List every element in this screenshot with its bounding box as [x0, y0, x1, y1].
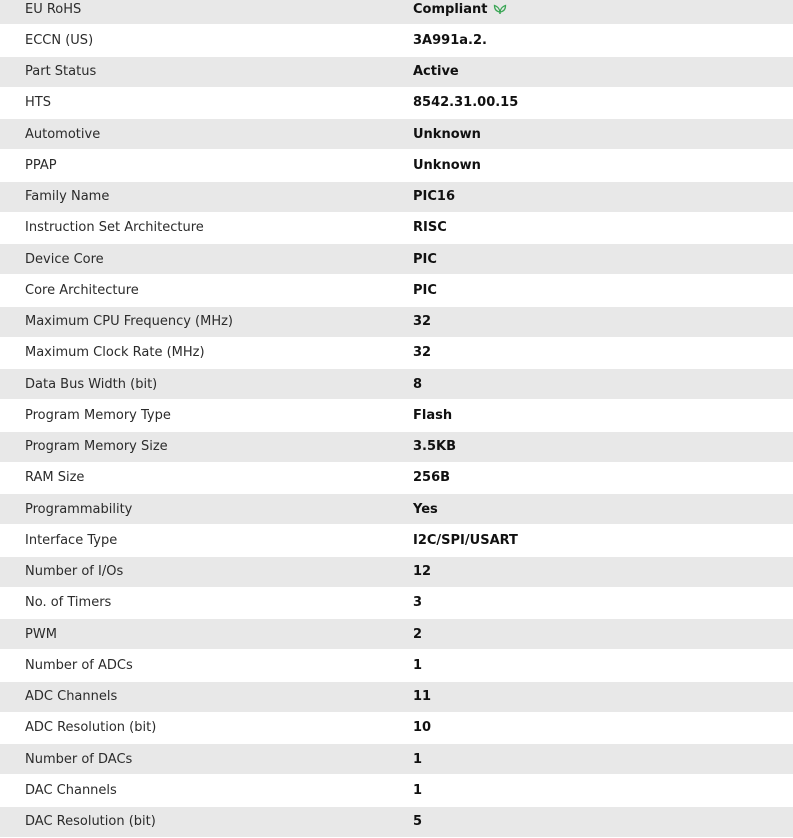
spec-value-text: PIC — [413, 251, 437, 267]
spec-label: No. of Timers — [25, 595, 112, 611]
table-row — [0, 494, 793, 525]
table-row — [0, 119, 793, 150]
table-row — [0, 619, 793, 650]
table-row — [0, 400, 793, 431]
spec-value — [413, 814, 793, 829]
spec-value — [413, 564, 793, 579]
spec-value — [413, 220, 793, 235]
spec-value-text: RISC — [413, 220, 447, 236]
spec-value-text: 256B — [413, 470, 451, 486]
spec-value-text: 12 — [413, 564, 432, 580]
spec-value — [413, 752, 793, 767]
spec-label: Device Core — [25, 251, 104, 267]
spec-value — [413, 252, 793, 267]
spec-value-text: 3 — [413, 595, 423, 611]
spec-value-text: 8 — [413, 376, 423, 392]
spec-label: Program Memory Size — [25, 439, 168, 455]
spec-value-text: Unknown — [413, 157, 481, 173]
spec-value — [413, 33, 793, 48]
spec-value-text: Compliant — [413, 1, 488, 17]
spec-label: Number of I/Os — [25, 564, 124, 580]
table-row — [0, 244, 793, 275]
spec-value — [413, 283, 793, 298]
table-row — [0, 307, 793, 338]
table-row — [0, 88, 793, 119]
table-row — [0, 807, 793, 838]
table-row — [0, 150, 793, 181]
spec-value — [413, 158, 793, 173]
spec-label: ECCN (US) — [25, 32, 94, 48]
spec-value — [413, 595, 793, 610]
spec-value — [413, 2, 793, 17]
table-row — [0, 275, 793, 306]
spec-label: PPAP — [25, 157, 57, 173]
spec-value — [413, 720, 793, 735]
table-row — [0, 213, 793, 244]
spec-value — [413, 658, 793, 673]
spec-label: Number of DACs — [25, 751, 133, 767]
spec-value-text: Flash — [413, 407, 453, 423]
spec-value-text: 3.5KB — [413, 439, 457, 455]
spec-value-text: I2C/SPI/USART — [413, 532, 518, 548]
table-row — [0, 775, 793, 806]
table-row — [0, 0, 793, 25]
spec-value — [413, 783, 793, 798]
spec-label: Family Name — [25, 189, 110, 205]
spec-value — [413, 189, 793, 204]
table-row — [0, 432, 793, 463]
spec-value — [413, 345, 793, 360]
spec-label: Maximum CPU Frequency (MHz) — [25, 314, 233, 330]
spec-value-text: 11 — [413, 689, 432, 705]
table-row — [0, 182, 793, 213]
spec-label: Maximum Clock Rate (MHz) — [25, 345, 205, 361]
leaf-icon — [493, 3, 507, 15]
spec-value-text: 5 — [413, 814, 423, 830]
table-row — [0, 713, 793, 744]
spec-value-text: 1 — [413, 657, 423, 673]
spec-value — [413, 127, 793, 142]
table-row — [0, 557, 793, 588]
spec-label: PWM — [25, 626, 57, 642]
spec-label: Program Memory Type — [25, 407, 171, 423]
spec-value-text: 1 — [413, 782, 423, 798]
spec-value-text: 32 — [413, 345, 432, 361]
spec-label: Part Status — [25, 64, 97, 80]
table-row — [0, 25, 793, 56]
table-row — [0, 463, 793, 494]
spec-value-text: 32 — [413, 314, 432, 330]
spec-label: Interface Type — [25, 532, 118, 548]
spec-label: ADC Channels — [25, 689, 118, 705]
spec-value-text: 8542.31.00.15 — [413, 95, 519, 111]
spec-value — [413, 95, 793, 110]
table-row — [0, 682, 793, 713]
spec-value — [413, 627, 793, 642]
spec-value-text: 10 — [413, 720, 432, 736]
spec-value — [413, 470, 793, 485]
spec-value — [413, 439, 793, 454]
spec-value — [413, 64, 793, 79]
spec-label: Programmability — [25, 501, 133, 517]
spec-value-text: Yes — [413, 501, 438, 517]
spec-value-text: 1 — [413, 751, 423, 767]
spec-label: ADC Resolution (bit) — [25, 720, 157, 736]
spec-value — [413, 689, 793, 704]
spec-label: DAC Channels — [25, 782, 117, 798]
spec-value — [413, 502, 793, 517]
spec-value-text: Unknown — [413, 126, 481, 142]
spec-label: RAM Size — [25, 470, 85, 486]
spec-label: HTS — [25, 95, 51, 111]
spec-label: EU RoHS — [25, 1, 82, 17]
table-row — [0, 650, 793, 681]
table-row — [0, 57, 793, 88]
spec-value-text: Active — [413, 64, 459, 80]
spec-label: Core Architecture — [25, 282, 139, 298]
table-row — [0, 588, 793, 619]
spec-value — [413, 377, 793, 392]
spec-value-text: 3A991a.2. — [413, 32, 487, 48]
spec-value — [413, 408, 793, 423]
spec-label: Data Bus Width (bit) — [25, 376, 158, 392]
table-row — [0, 525, 793, 556]
spec-value — [413, 314, 793, 329]
spec-value-text: 2 — [413, 626, 423, 642]
spec-value-text: PIC — [413, 282, 437, 298]
spec-label: Number of ADCs — [25, 657, 133, 673]
spec-value — [413, 533, 793, 548]
spec-value-text: PIC16 — [413, 189, 455, 205]
spec-label: Automotive — [25, 126, 101, 142]
table-row — [0, 744, 793, 775]
spec-label: DAC Resolution (bit) — [25, 814, 156, 830]
table-row — [0, 338, 793, 369]
spec-label: Instruction Set Architecture — [25, 220, 204, 236]
table-row — [0, 369, 793, 400]
